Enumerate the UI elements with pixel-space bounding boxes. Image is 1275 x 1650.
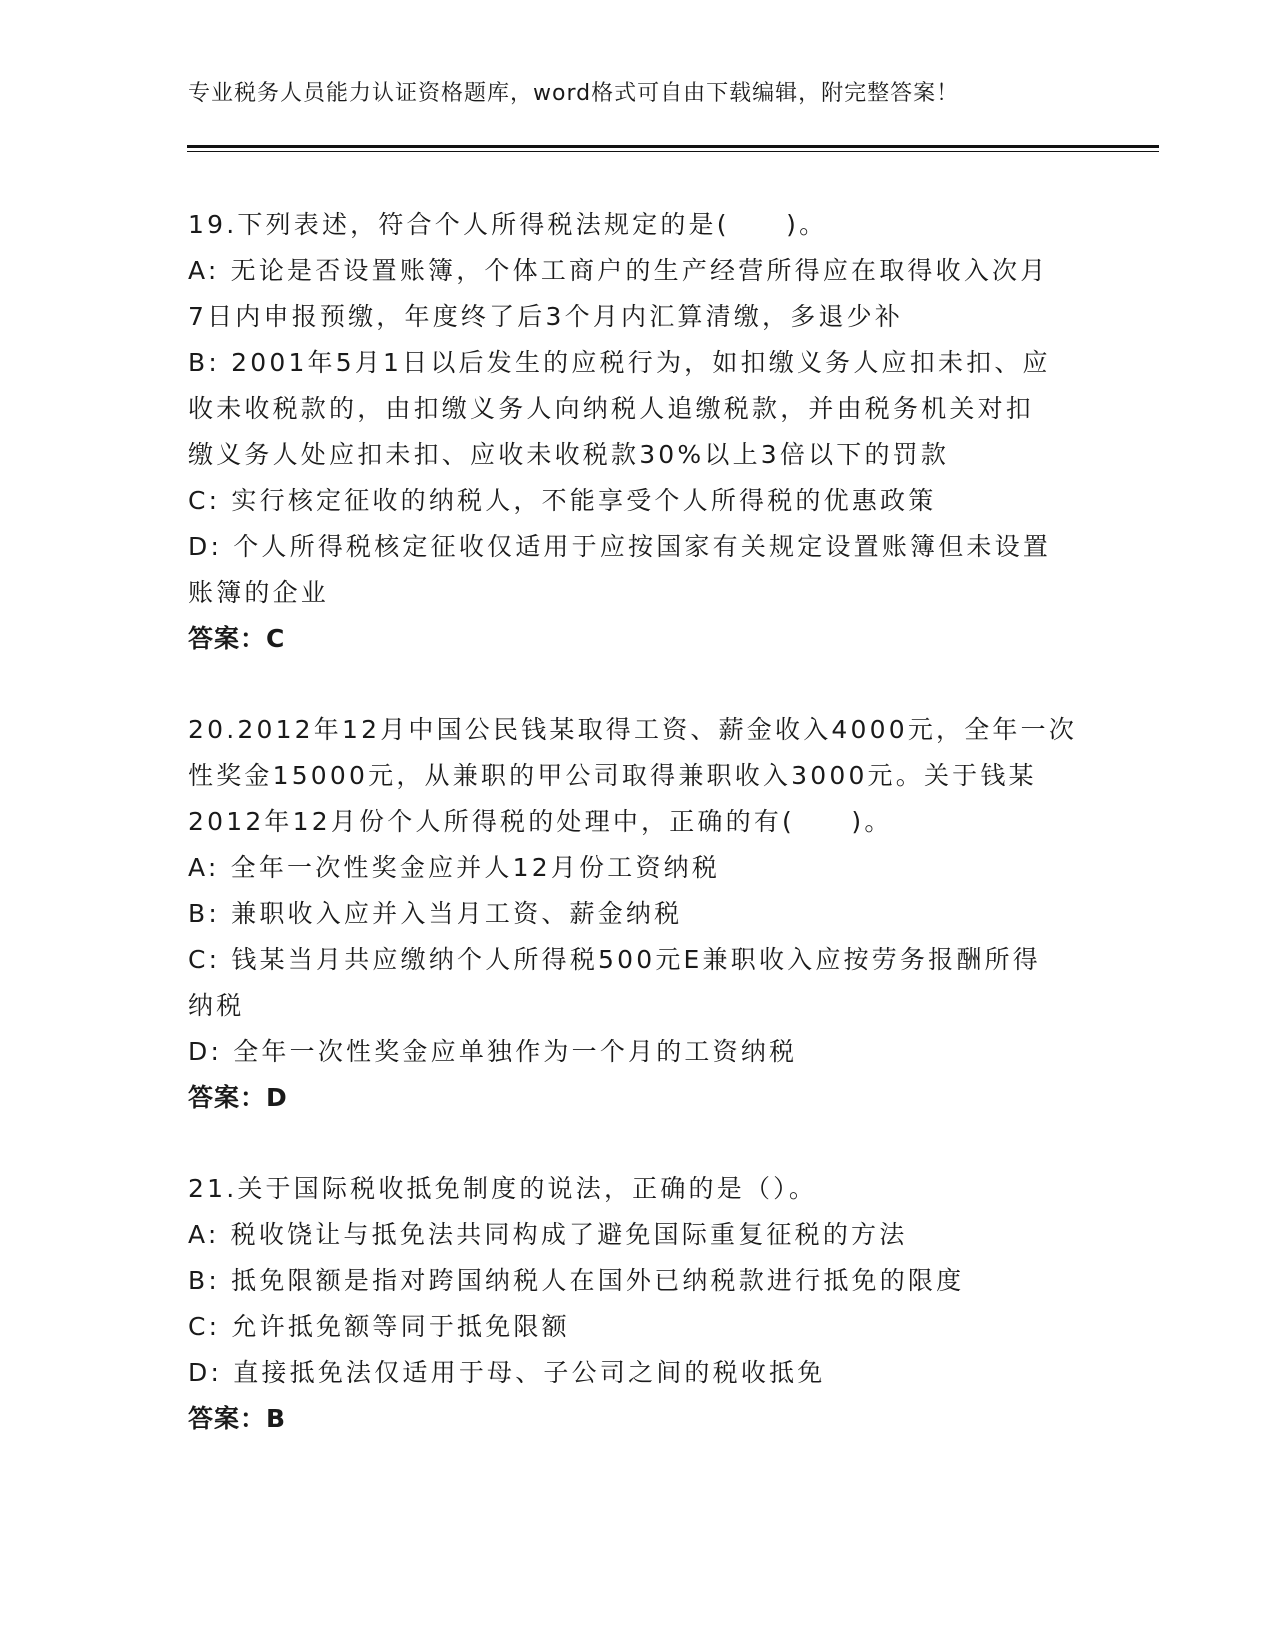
option-line: B: 2001年5月1日以后发生的应税行为，如扣缴义务人应扣未扣、应 (188, 348, 1051, 377)
question-list (188, 202, 1088, 1487)
option-d (188, 1029, 1088, 1075)
question-20 (188, 707, 1088, 1121)
page-header: 专业税务人员能力认证资格题库，word格式可自由下载编辑，附完整答案！ (188, 81, 960, 106)
option-line: 账簿的企业 (188, 578, 330, 607)
option-line: C: 钱某当月共应缴纳个人所得税500元E兼职收入应按劳务报酬所得 (188, 945, 1041, 974)
question-stem: 20.2012年12月中国公民钱某取得工资、薪金收入4000元，全年一次 (188, 715, 1078, 744)
option-line: 缴义务人处应扣未扣、应收未收税款30%以上3倍以下的罚款 (188, 440, 950, 469)
option-b (188, 891, 1088, 937)
option-line: D: 直接抵免法仅适用于母、子公司之间的税收抵免 (188, 1358, 826, 1387)
answer-label: 答案：C (188, 624, 286, 653)
option-d (188, 524, 1088, 616)
option-d (188, 1350, 1088, 1396)
answer-label: 答案：B (188, 1404, 287, 1433)
option-c (188, 937, 1088, 1029)
option-line: C: 实行核定征收的纳税人，不能享受个人所得税的优惠政策 (188, 486, 937, 515)
question-19 (188, 202, 1088, 662)
option-b (188, 340, 1088, 478)
option-line: D: 个人所得税核定征收仅适用于应按国家有关规定设置账簿但未设置 (188, 532, 1052, 561)
option-c (188, 1304, 1088, 1350)
option-a (188, 248, 1088, 340)
option-line: C: 允许抵免额等同于抵免限额 (188, 1312, 570, 1341)
option-line: D: 全年一次性奖金应单独作为一个月的工资纳税 (188, 1037, 798, 1066)
question-stem: 性奖金15000元，从兼职的甲公司取得兼职收入3000元。关于钱某 (188, 761, 1037, 790)
option-line: 纳税 (188, 991, 245, 1020)
option-a (188, 1212, 1088, 1258)
option-b (188, 1258, 1088, 1304)
option-line: A: 无论是否设置账簿，个体工商户的生产经营所得应在取得收入次月 (188, 256, 1049, 285)
option-line: A: 全年一次性奖金应并人12月份工资纳税 (188, 853, 721, 882)
option-line: B: 兼职收入应并入当月工资、薪金纳税 (188, 899, 683, 928)
question-stem: 2012年12月份个人所得税的处理中，正确的有( )。 (188, 807, 893, 836)
answer-label: 答案：D (188, 1083, 288, 1112)
question-stem: 21.关于国际税收抵免制度的说法，正确的是（）。 (188, 1174, 818, 1203)
option-line: 7日内申报预缴，年度终了后3个月内汇算清缴，多退少补 (188, 302, 904, 331)
option-line: 收未收税款的，由扣缴义务人向纳税人追缴税款，并由税务机关对扣 (188, 394, 1035, 423)
option-line: B: 抵免限额是指对跨国纳税人在国外已纳税款进行抵免的限度 (188, 1266, 965, 1295)
header-rule-thin (187, 151, 1159, 152)
header-rule-thick (187, 145, 1159, 148)
question-stem: 19.下列表述，符合个人所得税法规定的是( )。 (188, 210, 828, 239)
option-c (188, 478, 1088, 524)
option-a (188, 845, 1088, 891)
option-line: A: 税收饶让与抵免法共同构成了避免国际重复征税的方法 (188, 1220, 908, 1249)
question-21 (188, 1166, 1088, 1442)
